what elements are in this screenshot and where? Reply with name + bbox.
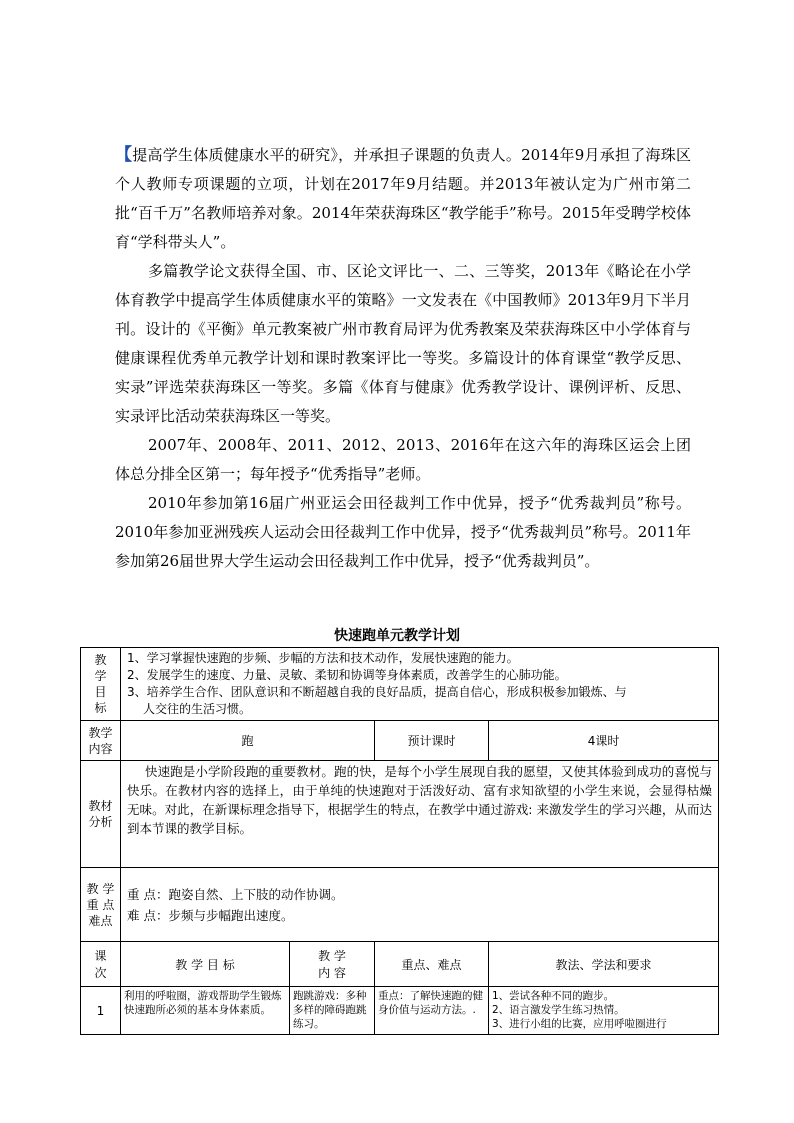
lesson-number: 1	[81, 987, 121, 1035]
analysis-label-line: 教材	[88, 799, 113, 813]
goals-label	[81, 648, 121, 721]
method-item: 3、进行小组的比赛，应用呼啦圈进行	[492, 1018, 667, 1030]
goals-label-char: 标	[94, 701, 107, 715]
header-keys: 重点、难点	[375, 942, 489, 987]
goals-label-char: 目	[94, 685, 107, 699]
analysis-text: 快速跑是小学阶段跑的重要教材。跑的快，是每个小学生展现自我的愿望，又使其体验到成功的喜悦与快乐。在教材内容的选择上，由于单纯的快速跑对于活泼好动、富有求知欲望的小学生来说，会显得枯燥无味。对此，在新课标理念指导下，根据学生的特点，在教学中通过游戏: 来激发学生的学习兴趣，从而达到本节课的教学目标。	[121, 761, 719, 868]
keys-label	[81, 868, 121, 942]
analysis-row	[81, 761, 719, 868]
goals-label-char: 教	[94, 653, 107, 667]
header-methods: 教法、学法和要求	[489, 942, 719, 987]
paragraph-papers: 多篇教学论文获得全国、市、区论文评比一、二、三等奖，2013年《略论在小学体育教学中提高学生体质健康水平的策略》一文发表在《中国教师》2013年9月下半月刊。设计的《平衡》单元教案被广州市教育局评为优秀教案及荣获海珠区中小学体育与健康课程优秀单元教学计划和课时教案评比一等奖。多篇设计的体育课堂“教学反思、实录”评选荣获海珠区一等奖。多篇《体育与健康》优秀教学设计、课例评析、反思、实录评比活动荣获海珠区一等奖。	[115, 262, 691, 425]
content-label-line: 教学	[88, 725, 113, 740]
content-row	[81, 721, 719, 761]
lesson-content: 跑跳游戏：多种多样的障碍跑跳练习。	[290, 987, 375, 1035]
plan-title: 快速跑单元教学计划	[334, 628, 460, 644]
paragraph-research	[115, 141, 691, 257]
paragraph-sports-meet: 2007年、2008年、2011、2012、2013、2016年在这六年的海珠区运会上团体总分排全区第一；每年授予“优秀指导”老师。	[115, 436, 691, 483]
key-point: 重 点：跑姿自然、上下肢的动作协调。	[127, 886, 344, 902]
hours-value: 4课时	[489, 721, 719, 761]
lesson-row	[81, 987, 719, 1035]
lesson-goal: 利用的呼啦圈，游戏帮助学生锻炼快速跑所必须的基本身体素质。	[121, 987, 290, 1035]
unit-plan-table	[80, 647, 719, 1035]
keys-label-line: 教 学	[86, 881, 115, 896]
header-content	[290, 942, 375, 987]
header-content-line: 教 学	[318, 949, 346, 963]
header-content-line: 内 容	[318, 966, 346, 980]
difficulty-point: 难 点：步频与步幅跑出速度。	[127, 907, 294, 923]
lesson-methods	[489, 987, 719, 1035]
goals-list	[121, 648, 719, 721]
goal-item: 2、发展学生的速度、力量、灵敏、柔韧和协调等身体素质，改善学生的心肺功能。	[127, 668, 567, 682]
content-label	[81, 721, 121, 761]
method-item: 1、尝试各种不同的跑步。	[492, 990, 615, 1002]
header-lesson-line: 课	[94, 949, 107, 963]
header-goal: 教 学 目 标	[121, 942, 290, 987]
method-item: 2、语言激发学生练习热情。	[492, 1004, 625, 1016]
keys-row	[81, 868, 719, 942]
goal-item-continuation: 人交往的生活习惯。	[143, 702, 252, 716]
lesson-keys: 重点：了解快速跑的健身价值与运动方法。.	[375, 987, 489, 1035]
keys-label-line: 难点	[88, 913, 113, 928]
header-lesson	[81, 942, 121, 987]
goal-item: 1、学习掌握快速跑的步频、步幅的方法和技术动作，发展快速跑的能力。	[127, 651, 519, 665]
hours-label: 预计课时	[375, 721, 489, 761]
biography-text	[115, 141, 691, 576]
goals-row	[81, 648, 719, 721]
content-label-line: 内容	[88, 741, 113, 756]
analysis-label-line: 分析	[88, 815, 113, 829]
analysis-label	[81, 761, 121, 868]
goals-label-char: 学	[94, 669, 107, 683]
goal-item: 3、培养学生合作、团队意识和不断超越自我的良好品质，提高自信心，形成积极参加锻炼、与	[127, 685, 627, 699]
open-bracket-mark: 【	[115, 145, 133, 165]
keys-text	[121, 868, 719, 942]
content-value: 跑	[121, 721, 375, 761]
paragraph-referee: 2010年参加第16届广州亚运会田径裁判工作中优异，授予“优秀裁判员”称号。2010年参加亚洲残疾人运动会田径裁判工作中优异，授予“优秀裁判员”称号。2011年参加第26届世界大学生运动会田径裁判工作中优异，授予“优秀裁判员”。	[115, 494, 691, 570]
keys-label-line: 重 点	[86, 897, 115, 912]
paragraph-research-text: 提高学生体质健康水平的研究》，并承担子课题的负责人。2014年9月承担了海珠区个人教师专项课题的立项，计划在2017年9月结题。并2013年被认定为广州市第二批“百千万”名教师培养对象。2014年荣获海珠区“教学能手”称号。2015年受聘学校体育“学科带头人”。	[115, 146, 691, 251]
header-lesson-line: 次	[94, 966, 107, 980]
lesson-header-row	[81, 942, 719, 987]
